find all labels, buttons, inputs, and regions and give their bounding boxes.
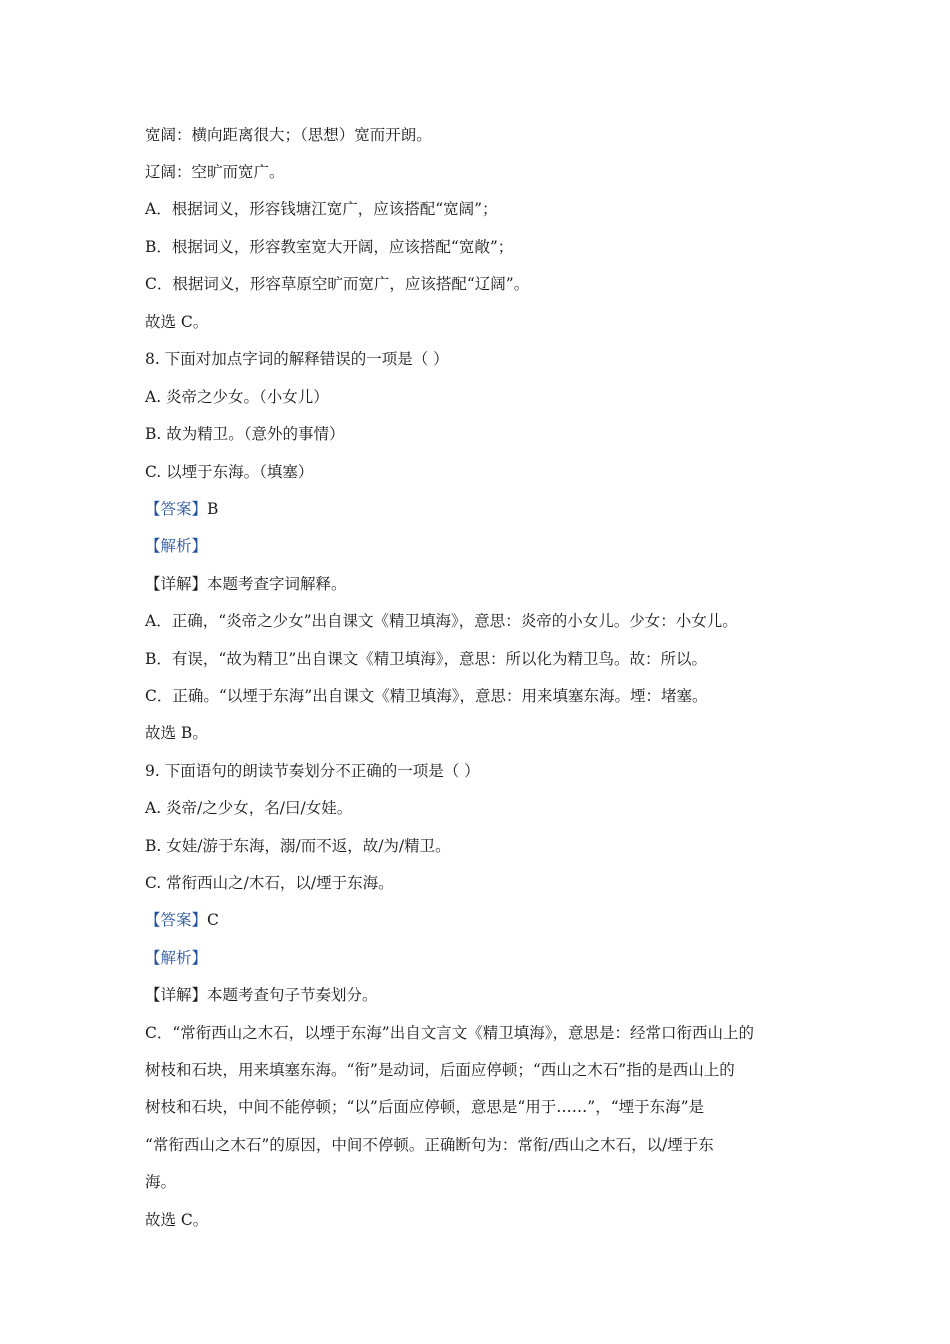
answer-tag: 【答案】	[145, 500, 208, 518]
answer-tag: 【答案】	[145, 911, 208, 929]
analysis-heading-q9	[145, 947, 207, 969]
detail-q9: 【详解】本题考查句子节奏划分。	[145, 986, 378, 1004]
conclusion-q9: 故选 C。	[145, 1211, 209, 1229]
question-9-stem: 9. 下面语句的朗读节奏划分不正确的一项是（ ）	[145, 762, 480, 780]
answer-line-q9	[145, 909, 219, 931]
answer-line-q8	[145, 498, 218, 520]
question-9-option-c: C. 常衔西山之/木石，以/堙于东海。	[145, 874, 394, 892]
answer-value: B	[207, 500, 219, 518]
detail-q9-line-1: C．“常衔西山之木石，以堙于东海”出自文言文《精卫填海》，意思是：经常口衔西山上的	[145, 1024, 754, 1042]
question-8-stem: 8. 下面对加点字词的解释错误的一项是（ ）	[145, 350, 449, 368]
detail-q8: 【详解】本题考查字词解释。	[145, 575, 347, 593]
detail-q9-line-5: 海。	[145, 1173, 177, 1191]
answer-value: C	[207, 911, 219, 929]
definition-kuankuo: 宽阔：横向距离很大；（思想）宽而开朗。	[145, 126, 432, 144]
question-8-option-c: C. 以堙于东海。（填塞）	[145, 463, 314, 481]
question-9-option-b: B. 女娃/游于东海，溺/而不返，故/为/精卫。	[145, 837, 451, 855]
question-8-option-b: B. 故为精卫。（意外的事情）	[145, 425, 345, 443]
definition-liaokuo: 辽阔：空旷而宽广。	[145, 163, 285, 181]
detail-q9-line-2: 树枝和石块，用来填塞东海。“衔”是动词，后面应停顿；“西山之木石”指的是西山上的	[145, 1061, 735, 1079]
conclusion-q7: 故选 C。	[145, 313, 209, 331]
detail-q8-c: C．正确。“以堙于东海”出自课文《精卫填海》，意思：用来填塞东海。堙：堵塞。	[145, 687, 708, 705]
analysis-tag: 【解析】	[145, 949, 208, 967]
detail-q8-b: B．有误，“故为精卫”出自课文《精卫填海》，意思：所以化为精卫鸟。故：所以。	[145, 650, 707, 668]
analysis-tag: 【解析】	[145, 537, 208, 555]
analysis-option-a: A．根据词义，形容钱塘江宽广，应该搭配“宽阔”；	[145, 200, 498, 218]
analysis-heading-q8	[145, 535, 207, 557]
analysis-option-b: B．根据词义，形容教室宽大开阔，应该搭配“宽敞”；	[145, 238, 514, 256]
detail-q9-line-3: 树枝和石块，中间不能停顿；“以”后面应停顿，意思是“用于……”，“堙于东海”是	[145, 1098, 705, 1116]
detail-q8-a: A．正确，“炎帝之少女”出自课文《精卫填海》，意思：炎帝的小女儿。少女：小女儿。	[145, 612, 738, 630]
conclusion-q8: 故选 B。	[145, 724, 208, 742]
question-8-option-a: A. 炎帝之少女。（小女儿）	[145, 388, 329, 406]
analysis-option-c: C．根据词义，形容草原空旷而宽广，应该搭配“辽阔”。	[145, 275, 530, 293]
detail-q9-line-4: “常衔西山之木石”的原因，中间不停顿。正确断句为：常衔/西山之木石，以/堙于东	[145, 1136, 714, 1154]
question-9-option-a: A. 炎帝/之少女，名/曰/女娃。	[145, 799, 353, 817]
